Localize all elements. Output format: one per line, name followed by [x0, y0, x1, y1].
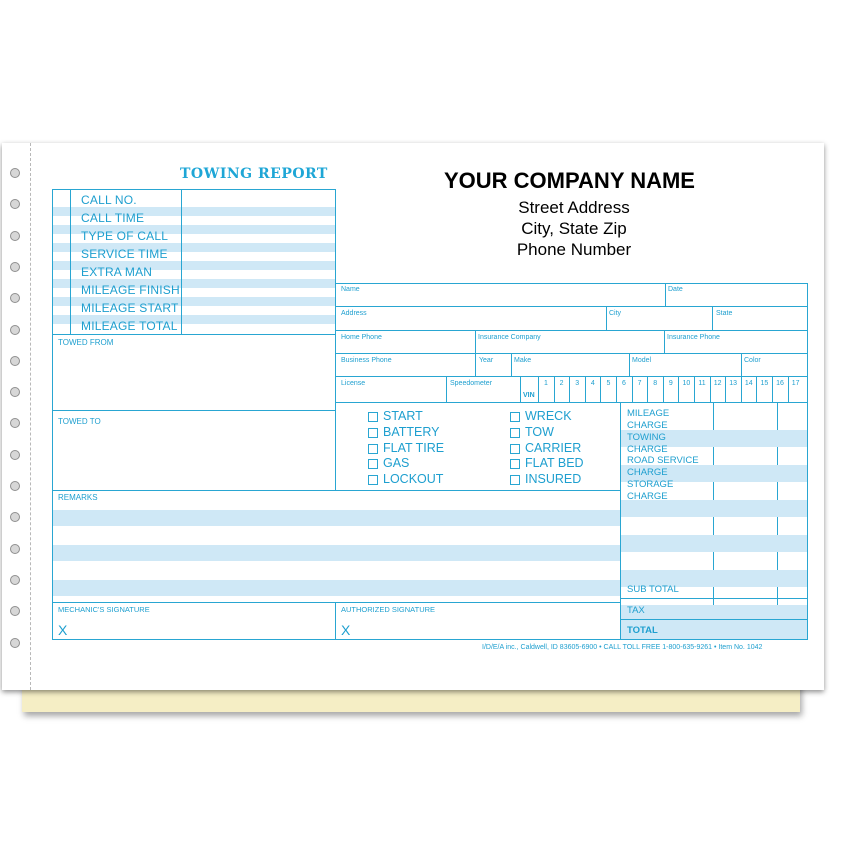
feed-hole — [10, 638, 20, 648]
company-name: YOUR COMPANY NAME — [444, 168, 695, 193]
state-label: State — [716, 310, 733, 317]
business-phone-label: Business Phone — [341, 357, 392, 364]
vin-position-number: 13 — [729, 380, 738, 387]
perforation-line — [30, 143, 31, 690]
phone-number: Phone Number — [516, 240, 632, 259]
speedometer-label: Speedometer — [450, 380, 493, 387]
feed-hole — [10, 231, 20, 241]
call-field-label: CALL NO. — [81, 193, 137, 207]
vin-position-number: 12 — [713, 380, 722, 387]
feed-hole — [10, 356, 20, 366]
service-checkbox[interactable] — [368, 412, 378, 422]
insurance-company-label: Insurance Company — [478, 334, 541, 341]
service-label: WRECK — [525, 409, 572, 423]
service-checkbox[interactable] — [510, 475, 520, 485]
mileage-charge-line2: CHARGE — [627, 420, 668, 431]
call-field-label: EXTRA MAN — [81, 265, 153, 279]
call-field-label: MILEAGE FINISH — [81, 283, 180, 297]
street-address: Street Address — [518, 198, 630, 217]
name-label: Name — [341, 286, 360, 293]
city-state-zip: City, State Zip — [521, 219, 627, 238]
mileage-charge-line1: MILEAGE — [627, 408, 670, 419]
mechanic-signature-x[interactable]: X — [58, 622, 68, 638]
service-label: INSURED — [525, 472, 582, 487]
vin-position-number: 15 — [760, 380, 769, 387]
vin-position-number: 10 — [682, 380, 691, 387]
call-field-label: MILEAGE START — [81, 301, 179, 315]
vin-position-number: 8 — [653, 380, 658, 387]
towed-from-label: TOWED FROM — [58, 338, 114, 347]
vin-position-number: 11 — [698, 380, 706, 387]
form-footer: I/D/E/A inc., Caldwell, ID 83605-6900 • CALL TOLL FREE 1-800-635-9261 • Item No. 1042 — [482, 644, 763, 651]
service-label: FLAT BED — [525, 456, 584, 471]
vin-position-number: 7 — [637, 380, 642, 387]
storage-charge-line2: CHARGE — [627, 491, 668, 502]
vin-position-number: 5 — [606, 380, 611, 387]
service-label: GAS — [383, 456, 410, 471]
road-service-line1: ROAD SERVICE — [627, 455, 699, 466]
model-label: Model — [632, 357, 652, 364]
feed-hole — [10, 168, 20, 178]
authorized-signature-label: AUTHORIZED SIGNATURE — [341, 605, 436, 614]
insurance-phone-label: Insurance Phone — [667, 334, 720, 341]
service-label: TOW — [525, 424, 554, 439]
feed-hole — [10, 262, 20, 272]
feed-hole — [10, 544, 20, 554]
call-field-label: MILEAGE TOTAL — [81, 319, 178, 333]
service-checkbox[interactable] — [510, 459, 520, 469]
vin-label: VIN — [523, 392, 535, 399]
mechanic-signature-label: MECHANIC'S SIGNATURE — [58, 605, 150, 614]
vin-position-number: 4 — [590, 380, 595, 387]
service-checkbox[interactable] — [368, 428, 378, 438]
vin-position-number: 16 — [776, 380, 784, 387]
service-label: CARRIER — [525, 440, 582, 455]
form-title: TOWING REPORT — [180, 166, 328, 182]
feed-hole — [10, 575, 20, 585]
authorized-signature-x[interactable]: X — [341, 622, 351, 638]
total-label: TOTAL — [627, 625, 658, 636]
vin-position-number: 6 — [622, 380, 626, 387]
date-label: Date — [668, 286, 683, 293]
towed-to-label: TOWED TO — [58, 417, 101, 426]
city-label: City — [609, 310, 622, 317]
service-checkbox[interactable] — [368, 475, 378, 485]
make-label: Make — [514, 357, 532, 364]
call-field-label: CALL TIME — [81, 211, 145, 225]
service-checkbox[interactable] — [368, 459, 378, 469]
vin-position-number: 17 — [791, 380, 800, 387]
vin-position-number: 1 — [544, 380, 548, 387]
remarks-box — [52, 490, 621, 603]
subtotal-label: SUB TOTAL — [627, 584, 679, 595]
service-label: BATTERY — [383, 424, 440, 439]
address-label: Address — [341, 310, 367, 317]
vin-position-number: 14 — [744, 380, 753, 387]
year-label: Year — [479, 357, 494, 364]
service-label: START — [383, 409, 423, 423]
call-field-label: SERVICE TIME — [81, 247, 168, 261]
service-label: FLAT TIRE — [383, 440, 445, 455]
towing-charge-line2: CHARGE — [627, 444, 668, 455]
call-field-label: TYPE OF CALL — [81, 229, 169, 243]
license-label: License — [341, 380, 366, 387]
vin-position-number: 3 — [575, 380, 580, 387]
home-phone-label: Home Phone — [341, 334, 382, 341]
vin-position-number: 2 — [559, 380, 564, 387]
color-label: Color — [744, 357, 761, 364]
service-checkbox[interactable] — [510, 428, 520, 438]
road-service-line2: CHARGE — [627, 467, 668, 478]
service-label: LOCKOUT — [383, 472, 444, 487]
feed-hole — [10, 325, 20, 335]
storage-charge-line1: STORAGE — [627, 479, 674, 490]
service-checkbox[interactable] — [510, 412, 520, 422]
towing-charge-line1: TOWING — [627, 432, 666, 443]
tax-label: TAX — [627, 605, 645, 616]
service-checkbox[interactable] — [510, 444, 520, 454]
service-checkbox[interactable] — [368, 444, 378, 454]
feed-hole — [10, 450, 20, 460]
vin-position-number: 9 — [668, 380, 673, 387]
feed-hole — [10, 481, 20, 491]
remarks-label: REMARKS — [58, 493, 98, 502]
